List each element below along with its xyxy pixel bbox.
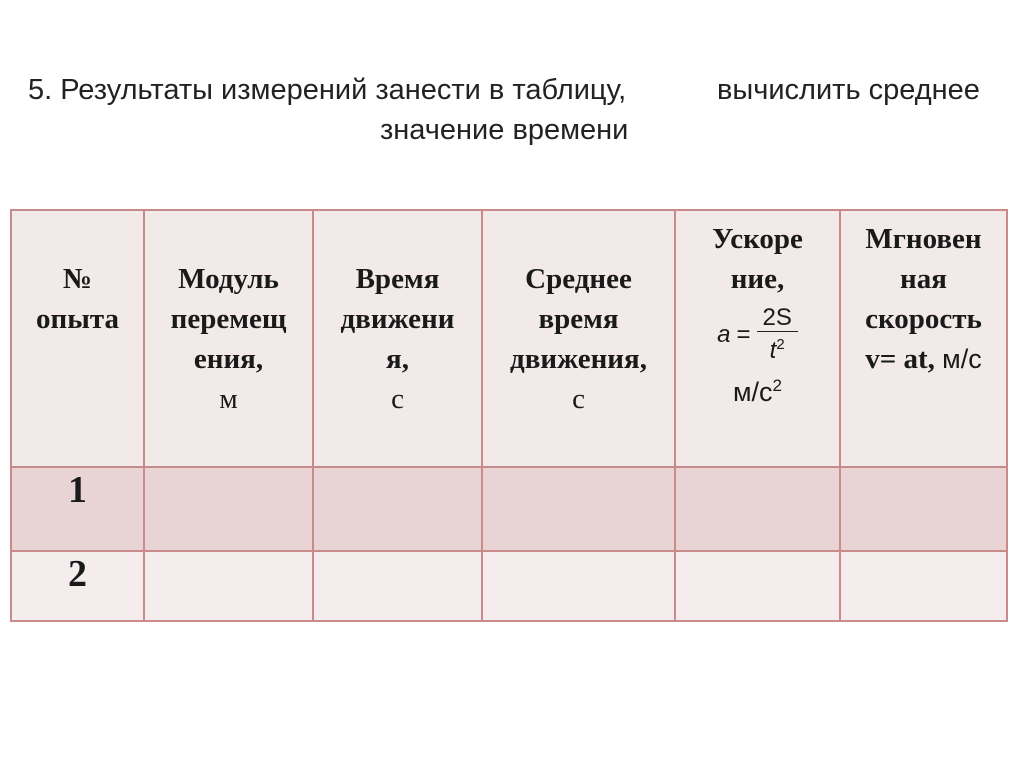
header-text: скорость bbox=[865, 303, 982, 335]
header-text: движения, bbox=[510, 343, 647, 375]
formula-fraction bbox=[757, 305, 798, 364]
title-line-1: 5. Результаты измерений занести в таблицу, bbox=[28, 74, 627, 106]
header-text: я, bbox=[386, 343, 409, 375]
header-text: перемещ bbox=[170, 303, 287, 335]
header-text: ние, bbox=[730, 263, 785, 295]
header-text: Ускоре bbox=[712, 223, 803, 255]
results-table bbox=[10, 209, 1008, 622]
table-cell[interactable] bbox=[144, 467, 313, 551]
table-cell[interactable] bbox=[482, 551, 675, 621]
header-text: опыта bbox=[36, 303, 119, 335]
header-average-time bbox=[482, 210, 675, 467]
formula-numerator: 2S bbox=[757, 305, 798, 332]
header-experiment-number bbox=[11, 210, 144, 467]
header-unit: м/с bbox=[942, 344, 982, 374]
table-row bbox=[11, 467, 1007, 551]
table-cell[interactable] bbox=[482, 467, 675, 551]
header-text: время bbox=[538, 303, 619, 335]
formula-equals: = bbox=[736, 320, 751, 348]
header-unit: м bbox=[219, 383, 238, 415]
unit-text: м/с bbox=[732, 377, 773, 407]
table-cell[interactable] bbox=[144, 551, 313, 621]
header-displacement bbox=[144, 210, 313, 467]
header-text: Время bbox=[355, 263, 440, 295]
table-cell[interactable] bbox=[840, 551, 1007, 621]
header-text: Модуль bbox=[178, 263, 279, 295]
formula-denominator bbox=[770, 332, 785, 364]
unit-exponent: 2 bbox=[772, 376, 783, 395]
header-acceleration bbox=[675, 210, 840, 467]
header-text-with-unit bbox=[841, 339, 1006, 379]
header-text: Среднее bbox=[525, 263, 632, 295]
header-text: v= at, bbox=[865, 343, 935, 375]
table-header-row bbox=[11, 210, 1007, 467]
table-cell[interactable] bbox=[675, 467, 840, 551]
formula-lhs: a bbox=[717, 320, 731, 348]
header-text: № bbox=[62, 263, 93, 295]
header-text: ения, bbox=[193, 343, 264, 375]
header-text: ная bbox=[900, 263, 947, 295]
header-text: движени bbox=[340, 303, 455, 335]
title-line-1-end: вычислить среднее bbox=[717, 74, 980, 106]
header-time bbox=[313, 210, 482, 467]
header-text: Мгновен bbox=[865, 223, 982, 255]
header-unit bbox=[676, 372, 839, 412]
row-number: 2 bbox=[11, 551, 144, 621]
header-unit: с bbox=[572, 383, 585, 415]
formula-den-exp: 2 bbox=[776, 336, 785, 353]
table-cell[interactable] bbox=[675, 551, 840, 621]
acceleration-formula bbox=[717, 305, 798, 364]
table-cell[interactable] bbox=[313, 467, 482, 551]
formula-den-var: t bbox=[769, 337, 777, 364]
header-unit: с bbox=[391, 383, 404, 415]
table-cell[interactable] bbox=[840, 467, 1007, 551]
table-cell[interactable] bbox=[313, 551, 482, 621]
table-row bbox=[11, 551, 1007, 621]
title-line-2: значение времени bbox=[380, 114, 629, 146]
row-number: 1 bbox=[11, 467, 144, 551]
header-instant-velocity bbox=[840, 210, 1007, 467]
